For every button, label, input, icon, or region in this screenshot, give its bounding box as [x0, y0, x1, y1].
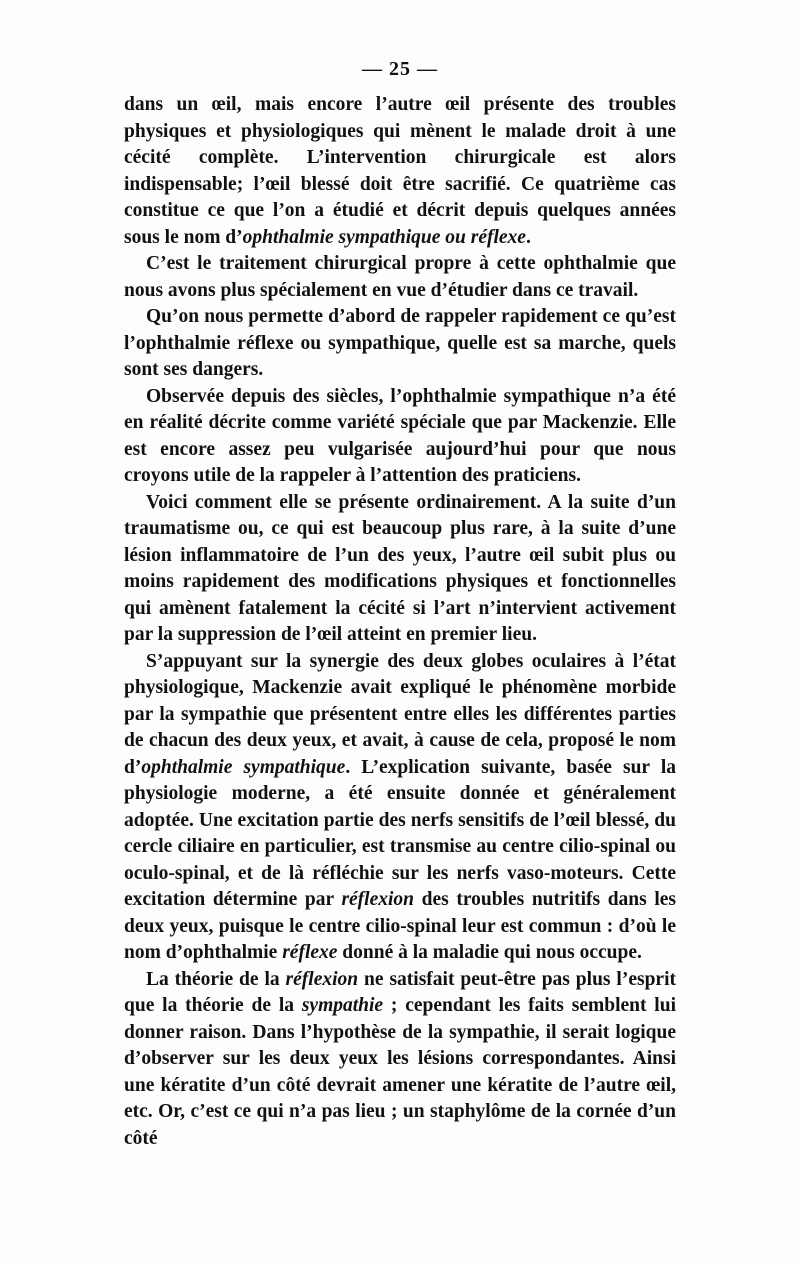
- page-number: — 25 —: [362, 58, 438, 80]
- text-run: C’est le traitement chirurgical propre à cette ophthalmie que nous avons plus spécialement en vue d’étudier dans ce travail.: [124, 253, 676, 301]
- text-run: Qu’on nous permette d’abord de rappeler rapidement ce qu’est l’ophthalmie réflexe ou sympathique, quelle est sa marche, quels sont ses dangers.: [124, 306, 676, 380]
- italic-text: sympathie: [301, 995, 384, 1016]
- text-run: La théorie de la: [146, 968, 286, 990]
- italic-text: réflexe: [282, 942, 338, 963]
- body-text: [124, 92, 676, 1152]
- italic-text: ophthalmie sympathique ou réflexe: [242, 226, 526, 248]
- paragraph: [124, 92, 676, 251]
- italic-text: réflexion: [341, 889, 415, 910]
- paragraph: [124, 649, 676, 967]
- paragraph: [124, 304, 676, 384]
- italic-text: réflexion: [285, 968, 359, 990]
- paragraph: [124, 251, 676, 304]
- text-run: Observée depuis des siècles, l’ophthalmie sympathique n’a été en réalité décrite comme variété spéciale que par Mackenzie. Elle est encore assez peu vulgarisée aujourd’hui pour que nous croyons utile de la rappeler à l’attention des praticiens.: [124, 385, 676, 486]
- text-run: dans un œil, mais encore l’autre œil présente des troubles physiques et physiologiques qui mènent le malade droit à une cécité complète. L’intervention chirurgicale est alors indispensable; l’œil blessé doit être sacrifié. Ce quatrième cas constitue ce que l’on a étudié et décrit depuis quelques années sous le nom d’: [124, 94, 676, 248]
- paragraph: [124, 490, 676, 649]
- text-run: . L’explication suivante, basée sur la physiologie moderne, a été ensuite donnée et généralement adoptée. Une excitation partie des nerfs sensitifs de l’œil blessé, du cercle ciliaire en particulier, est transmise au centre cilio-spinal ou oculo-spinal, et de là réfléchie sur les nerfs vaso-moteurs. Cette excitation détermine par: [124, 756, 677, 910]
- text-run: ne satisfait peut-être pas plus l’esprit que la théorie de la: [124, 968, 676, 1016]
- italic-text: ophthalmie sympathique: [141, 756, 346, 778]
- paragraph: [124, 384, 676, 490]
- text-run: Voici comment elle se présente ordinairement. A la suite d’un traumatisme ou, ce qui est beaucoup plus rare, à la suite d’une lésion inflammatoire de l’un des yeux, l’autre œil subit plus ou moins rapidement des modifications physiques et fonctionnelles qui amènent fatalement la cécité si l’art n’intervient activement par la suppression de l’œil atteint en premier lieu.: [124, 491, 676, 645]
- text-run: S’appuyant sur la synergie des deux globes oculaires à l’état physiologique, Mackenzie avait expliqué le phénomène morbide par la sympathie que présentent entre elles les différentes parties de chacun des deux yeux, et avait, à cause de cela, proposé le nom d’: [124, 650, 676, 778]
- text-run: .: [525, 226, 531, 248]
- text-run: donné à la maladie qui nous occupe.: [337, 942, 642, 963]
- paragraph: [124, 967, 676, 1153]
- text-run: des troubles nutritifs dans les deux yeux, puisque le centre cilio-spinal leur est commun : d’où le nom d’ophthalmie: [124, 889, 676, 963]
- text-run: ; cependant les faits semblent lui donner raison. Dans l’hypothèse de la sympathie, il serait logique d’observer sur les deux yeux les lésions correspondantes. Ainsi une kératite d’un côté devrait amener une kératite de l’autre œil, etc. Or, c’est ce qui n’a pas lieu ; un staphylôme de la cornée d’un côté: [124, 995, 676, 1149]
